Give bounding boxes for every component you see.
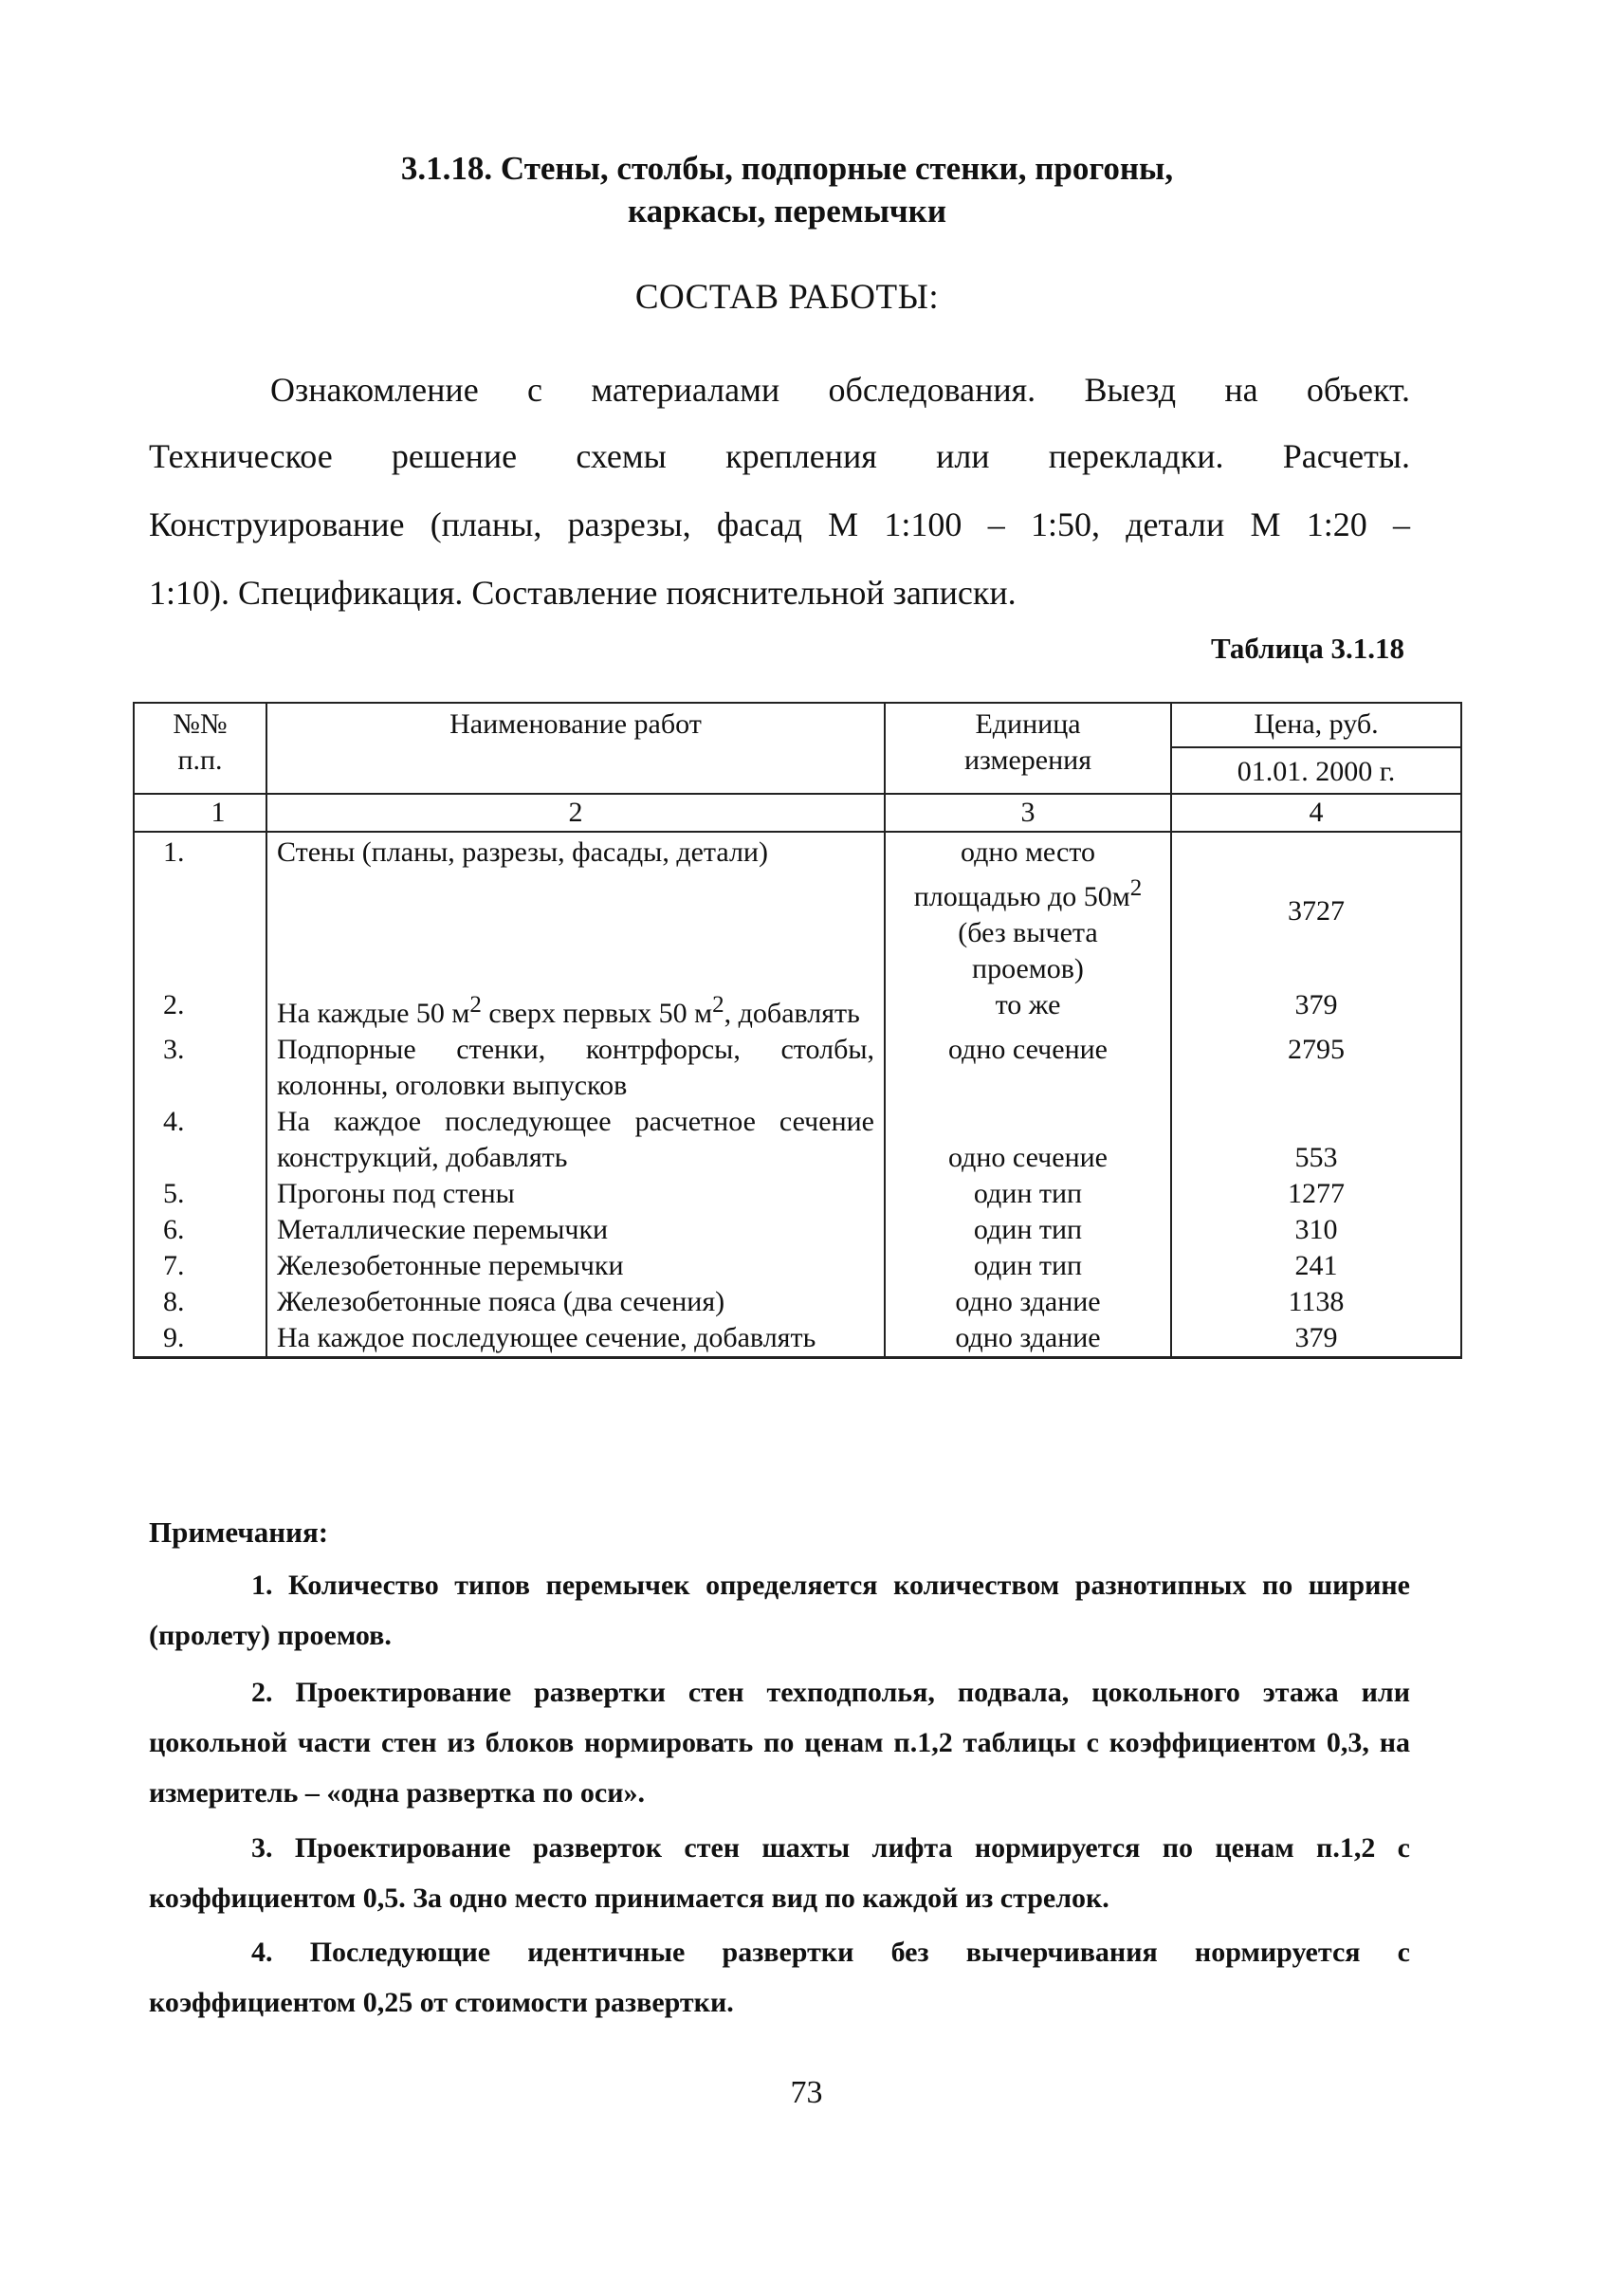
row-price: 1277 [1171,1176,1461,1212]
superscript: 2 [469,992,482,1018]
row-price: 241 [1171,1248,1461,1284]
note-item: 4. Последующие идентичные развертки без вычерчивания нормируется с коэффициентом 0,25 от стоимости развертки. [149,1937,1410,2018]
work-description-line-2: Техническое решение схемы крепления или перекладки. Расчеты. [149,437,1410,475]
row-unit: один тип [885,1212,1171,1248]
header-work-name: Наименование работ [266,703,885,794]
row-number: 3. [134,1032,266,1104]
row-unit: одно сечение [885,1032,1171,1104]
row-number: 9. [134,1320,266,1358]
header-number [134,703,266,794]
row-unit-line: одно место [960,836,1096,868]
row-work-name: Прогоны под стены [266,1176,885,1212]
table-row [134,1320,1461,1358]
row-work-name: Подпорные стенки, контрфорсы, столбы, колонны, оголовки выпусков [266,1032,885,1104]
column-number: 2 [266,794,885,832]
header-unit-line-2: измерения [963,744,1091,776]
row-work-name-text: На каждые 50 м [277,998,470,1029]
table-row [134,987,1461,1032]
column-number: 3 [885,794,1171,832]
row-unit: один тип [885,1176,1171,1212]
row-price: 379 [1171,987,1461,1032]
row-price: 1138 [1171,1284,1461,1320]
price-table [133,702,1462,1359]
row-work-name [266,987,885,1032]
row-unit: одно здание [885,1320,1171,1358]
section-heading-line-1: 3.1.18. Стены, столбы, подпорные стенки, прогоны, [400,150,1174,187]
row-work-name: На каждое последующее расчетное сечение конструкций, добавлять [266,1104,885,1176]
table-row [134,1248,1461,1284]
row-work-name-text: , добавлять [724,998,860,1029]
page-number: 73 [790,2075,823,2110]
table-row [134,1212,1461,1248]
row-number: 6. [134,1212,266,1248]
row-unit-text: площадью до 50м [913,881,1130,912]
column-number: 1 [134,794,266,832]
superscript: 2 [712,992,724,1018]
header-price [1171,703,1461,794]
work-description-line-4: 1:10). Спецификация. Составление пояснительной записки. [149,574,1017,612]
row-price: 310 [1171,1212,1461,1248]
row-price: 553 [1171,1104,1461,1176]
table-row [134,832,1461,987]
column-number: 4 [1171,794,1461,832]
row-unit-line [895,871,1161,915]
row-unit [885,832,1171,987]
row-number: 5. [134,1176,266,1212]
row-unit: один тип [885,1248,1171,1284]
row-unit: одно здание [885,1284,1171,1320]
header-price-date: 01.01. 2000 г. [1172,746,1460,790]
row-work-name: Железобетонные перемычки [266,1248,885,1284]
row-work-name: Стены (планы, разрезы, фасады, детали) [266,832,885,987]
row-work-name: Металлические перемычки [266,1212,885,1248]
row-unit-line: проемов) [972,953,1084,984]
header-number-line-2: п.п. [177,744,223,776]
row-number: 1. [134,832,266,987]
row-price: 2795 [1171,1032,1461,1104]
table-row [134,1032,1461,1104]
table-caption: Таблица 3.1.18 [1211,632,1404,665]
row-work-name: Железобетонные пояса (два сечения) [266,1284,885,1320]
note-item: 1. Количество типов перемычек определяется количеством разнотипных по ширине (пролету) проемов. [149,1570,1410,1651]
row-number: 8. [134,1284,266,1320]
table-row [134,1284,1461,1320]
header-unit [885,703,1171,794]
row-number: 7. [134,1248,266,1284]
row-price: 3727 [1171,832,1461,987]
row-work-name: На каждое последующее сечение, добавлять [266,1320,885,1358]
row-unit-line: (без вычета [958,917,1098,948]
note-item: 3. Проектирование разверток стен шахты лифта нормируется по ценам п.1,2 с коэффициентом 0,5. За одно место принимается вид по каждой из стрелок. [149,1832,1410,1914]
work-description-line-3: Конструирование (планы, разрезы, фасад М 1:100 – 1:50, детали М 1:20 – [149,505,1410,543]
note-item: 2. Проектирование развертки стен техподполья, подвала, цокольного этажа или цокольной части стен из блоков нормировать по ценам п.1,2 таблицы с коэффициентом 0,3, на измеритель – «одна развертка по оси». [149,1677,1410,1809]
column-number-row [134,794,1461,832]
header-unit-line-1: Единица [975,708,1081,740]
row-number: 4. [134,1104,266,1176]
row-unit: одно сечение [885,1104,1171,1176]
work-composition-title: СОСТАВ РАБОТЫ: [634,278,940,317]
row-unit: то же [885,987,1171,1032]
notes-title: Примечания: [149,1515,329,1549]
table-row [134,1176,1461,1212]
section-heading-line-2: каркасы, перемычки [627,193,947,230]
row-number: 2. [134,987,266,1032]
row-work-name-text: сверх первых 50 м [481,998,713,1029]
header-number-line-1: №№ [173,708,228,740]
row-price: 379 [1171,1320,1461,1358]
table-row [134,1104,1461,1176]
work-description-line-1: Ознакомление с материалами обследования. Выезд на объект. [270,371,1410,409]
header-price-label: Цена, руб. [1254,708,1379,740]
table-header-row [134,703,1461,794]
superscript: 2 [1129,875,1143,901]
